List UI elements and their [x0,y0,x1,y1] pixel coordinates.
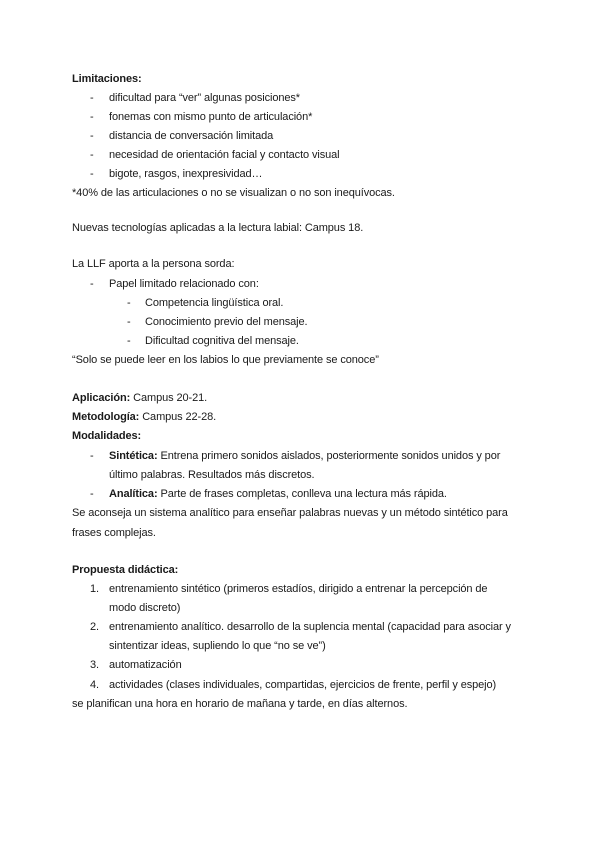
limitaciones-item: dificultad para “ver” algunas posiciones* [109,92,300,104]
metodologia-line [72,410,216,424]
nuevas-tecnologias: Nuevas tecnologías aplicadas a la lectura labial: Campus 18. [72,222,364,234]
llf-item: Papel limitado relacionado con: [109,278,259,290]
list-number: 1. [90,583,99,595]
llf-subitem: Dificultad cognitiva del mensaje. [145,335,299,347]
propuesta-item-continued: sintentizar ideas, supliendo lo que “no se ve”) [109,640,326,652]
analitica-line [109,487,447,501]
propuesta-closing: se planifican una hora en horario de mañana y tarde, en días alternos. [72,698,408,710]
aplicacion-text: Campus 20-21. [133,392,208,404]
bullet-dash: - [90,450,94,462]
llf-subitem: Conocimiento previo del mensaje. [145,316,308,328]
sintetica-text-continued: último palabras. Resultados más discretos. [109,469,315,481]
propuesta-item: entrenamiento analítico. desarrollo de la suplencia mental (capacidad para asociar y [109,621,511,633]
llf-intro: La LLF aporta a la persona sorda: [72,258,235,270]
sintetica-line [109,449,500,463]
bullet-dash: - [127,316,131,328]
limitaciones-heading: Limitaciones: [72,73,142,85]
list-number: 4. [90,679,99,691]
propuesta-item-continued: modo discreto) [109,602,181,614]
llf-subitem: Competencia lingüística oral. [145,297,284,309]
metodologia-text: Campus 22-28. [142,411,217,423]
consejo-text-continued: frases complejas. [72,527,156,539]
aplicacion-line [72,391,207,405]
propuesta-item: actividades (clases individuales, compartidas, ejercicios de frente, perfil y espejo) [109,679,497,691]
aplicacion-label: Aplicación: [72,392,131,404]
bullet-dash: - [90,92,94,104]
bullet-dash: - [90,278,94,290]
bullet-dash: - [127,297,131,309]
analitica-text: Parte de frases completas, conlleva una lectura más rápida. [160,488,447,500]
limitaciones-item: bigote, rasgos, inexpresividad… [109,168,263,180]
sintetica-text: Entrena primero sonidos aislados, posteriormente sonidos unidos y por [160,450,501,462]
propuesta-item: automatización [109,659,182,671]
bullet-dash: - [90,111,94,123]
propuesta-item: entrenamiento sintético (primeros estadíos, dirigido a entrenar la percepción de [109,583,488,595]
list-number: 3. [90,659,99,671]
limitaciones-note: *40% de las articulaciones o no se visualizan o no son inequívocas. [72,187,395,199]
bullet-dash: - [90,130,94,142]
limitaciones-item: fonemas con mismo punto de articulación* [109,111,313,123]
llf-quote: “Solo se puede leer en los labios lo que previamente se conoce” [72,354,379,366]
metodologia-label: Metodología: [72,411,140,423]
limitaciones-item: distancia de conversación limitada [109,130,274,142]
analitica-label: Analítica: [109,488,158,500]
bullet-dash: - [90,149,94,161]
bullet-dash: - [127,335,131,347]
consejo-text: Se aconseja un sistema analítico para enseñar palabras nuevas y un método sintético para [72,507,508,519]
sintetica-label: Sintética: [109,450,158,462]
list-number: 2. [90,621,99,633]
bullet-dash: - [90,488,94,500]
limitaciones-item: necesidad de orientación facial y contacto visual [109,149,340,161]
propuesta-heading: Propuesta didáctica: [72,564,179,576]
modalidades-heading: Modalidades: [72,430,142,442]
bullet-dash: - [90,168,94,180]
